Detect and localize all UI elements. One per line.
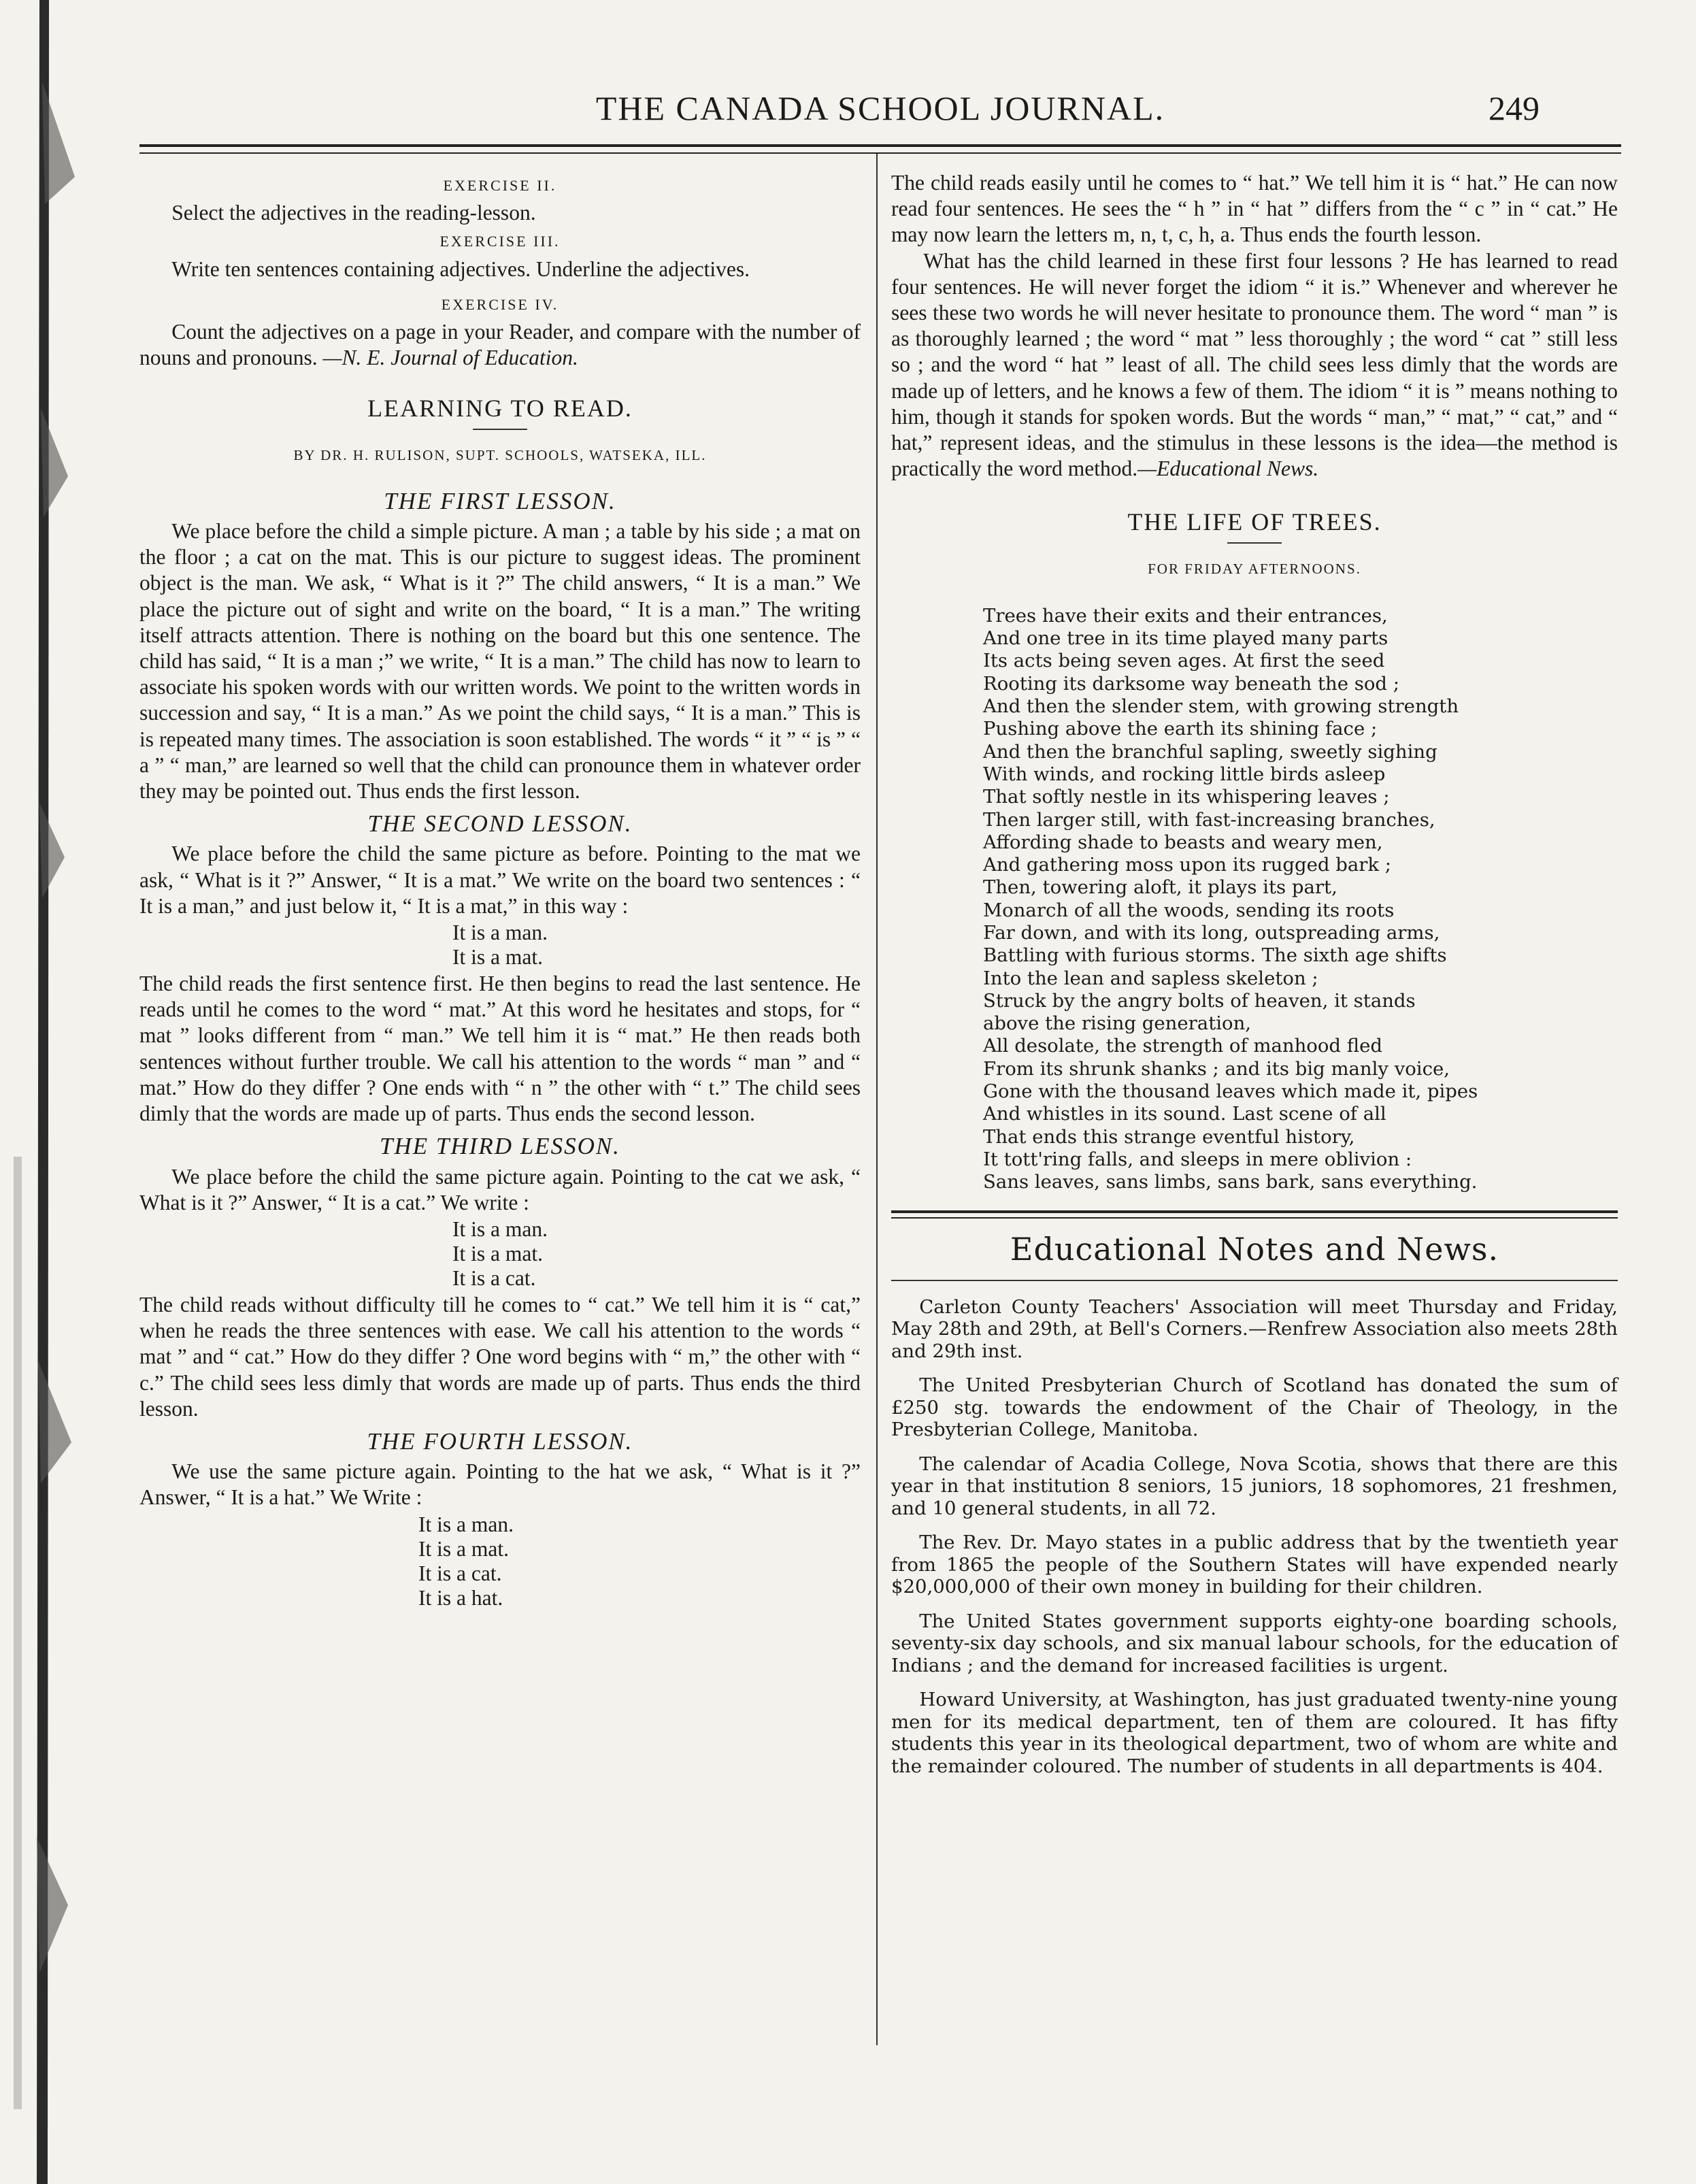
poem-line: And gathering moss upon its rugged bark ; xyxy=(983,854,1392,876)
board-sentence: It is a cat. xyxy=(452,1265,536,1290)
board-sentence: It is a mat. xyxy=(452,1241,543,1265)
poem-line: Battling with furious storms. The sixth age shifts xyxy=(983,944,1447,967)
news-heading: Educational Notes and News. xyxy=(1010,1230,1499,1268)
running-header xyxy=(139,88,1621,143)
exercise-text: Write ten sentences containing adjectives. Underline the adjectives. xyxy=(171,257,750,281)
lesson-heading: THE SECOND LESSON. xyxy=(367,810,633,838)
poem-title: THE LIFE OF TREES. xyxy=(1127,508,1382,536)
lesson-paragraph: The child reads the first sentence first. He then begins to read the last sentence. He reads until he comes to the word “ mat.” At this word he hesitates and stops, for “ mat ” looks different from “ man.” We tell him it is “ mat.” He then reads both sentences without further trouble. We call his attention to the words “ man ” and “ mat.” How do they differ ? One ends with “ n ” the other with “ t.” The child sees dimly that the words are made up of parts. Thus ends the second lesson. xyxy=(139,972,861,1126)
poem-line: It tott'ring falls, and sleeps in mere oblivion : xyxy=(983,1148,1412,1170)
lesson-paragraph: The child reads without difficulty till he comes to “ cat.” We tell him it is “ cat,” when he reads the three sentences with ease. We call his attention to the words “ mat ” and “ cat.” How do they differ ? One word begins with “ m,” the other with “ c.” The child sees less dimly that words are made up of parts. Thus ends the third lesson. xyxy=(139,1292,861,1421)
scan-binding-edge xyxy=(0,0,102,2184)
board-sentence: It is a hat. xyxy=(418,1585,503,1610)
news-heading-rule xyxy=(891,1280,1618,1281)
poem-line: And one tree in its time played many parts xyxy=(983,627,1389,650)
title-rule xyxy=(1227,542,1282,544)
poem-line: With winds, and rocking little birds asleep xyxy=(983,763,1386,785)
poem-subtitle: FOR FRIDAY AFTERNOONS. xyxy=(1148,560,1361,577)
column-separator xyxy=(876,154,878,2045)
board-sentences xyxy=(139,921,861,970)
board-sentence: It is a man. xyxy=(452,1217,548,1241)
poem-line: And then the slender stem, with growing strength xyxy=(983,695,1459,718)
poem-body xyxy=(891,605,1618,1194)
board-sentence: It is a mat. xyxy=(452,945,543,970)
news-item: The United States government supports eighty-one boarding schools, seventy-six day schools, and six manual labour schools, for the education of Indians ; and the demand for increased facilities is urgent. xyxy=(891,1610,1618,1676)
header-rule-thick xyxy=(139,144,1621,147)
board-sentence: It is a man. xyxy=(452,921,548,945)
board-sentences xyxy=(139,1512,861,1610)
lesson-paragraph: We place before the child the same picture as before. Pointing to the mat we ask, “ What is it ?” Answer, “ It is a mat.” We write on the board two sentences : “ It is a man,” and just below it, “ It is a mat,” in this way : xyxy=(139,842,861,918)
lesson-paragraph: The child reads easily until he comes to “ hat.” We tell him it is “ hat.” He can now read four sentences. He sees the “ h ” in “ hat ” differs from the “ c ” in “ cat.” He may now learn the letters m, n, t, c, h, a. Thus ends the fourth lesson. xyxy=(891,171,1618,247)
poem-line: Struck by the angry bolts of heaven, it stands xyxy=(983,989,1416,1012)
article-conclusion: What has the child learned in these first four lessons ? He has learned to read four sentences. He will never forget the idiom “ it is.” Whenever and wherever he sees these two words he will never hesitate to pronounce them. The word “ man ” is as thoroughly learned ; the word “ mat ” less thoroughly ; the word “ cat ” still less so ; and the word “ hat ” least of all. The child sees less dimly that the words are made up of letters, and he knows a few of them. The idiom “ it is ” means nothing to him, though it stands for spoken words. But the words “ man,” “ mat,” “ cat,” and “ hat,” represent ideas, and the stimulus in these lessons is the idea—the method is practically the word method.—Educational News. xyxy=(891,248,1618,481)
poem-line: Its acts being seven ages. At first the seed xyxy=(983,650,1385,672)
poem-line: Sans leaves, sans limbs, sans bark, sans everything. xyxy=(983,1171,1478,1193)
poem-line: From its shrunk shanks ; and its big manly voice, xyxy=(983,1057,1450,1080)
poem-line: Then larger still, with fast-increasing branches, xyxy=(983,808,1435,831)
left-column xyxy=(139,170,861,1612)
lesson-heading: THE FOURTH LESSON. xyxy=(367,1427,633,1455)
news-items xyxy=(891,1296,1618,1778)
exercise-text: Count the adjectives on a page in your Reader, and compare with the number of nouns and pronouns. —N. E. Journal of Education. xyxy=(139,320,861,370)
poem-line: Rooting its darksome way beneath the sod ; xyxy=(983,672,1400,695)
lesson-heading: THE FIRST LESSON. xyxy=(384,487,616,514)
exercise-source: —N. E. Journal of Education. xyxy=(322,346,578,370)
journal-title: THE CANADA SCHOOL JOURNAL. xyxy=(595,89,1165,127)
poem-line: above the rising generation, xyxy=(983,1012,1252,1035)
board-sentences xyxy=(139,1217,861,1291)
header-rule-thin xyxy=(139,152,1621,154)
title-rule xyxy=(473,429,527,430)
poem-line: Then, towering aloft, it plays its part, xyxy=(983,876,1337,899)
poem-line: And whistles in its sound. Last scene of all xyxy=(983,1103,1386,1125)
exercise-heading: EXERCISE IV. xyxy=(441,295,559,313)
news-item: Carleton County Teachers' Association will meet Thursday and Friday, May 28th and 29th, at Bell's Corners.—Renfrew Association also meets 28th and 29th inst. xyxy=(891,1295,1618,1362)
lesson-paragraph: We place before the child a simple picture. A man ; a table by his side ; a mat on the floor ; a cat on the mat. This is our picture to suggest ideas. The prominent object is the man. We ask, “ What is it ?” The child answers, “ It is a man.” We place the picture out of sight and write on the board, “ It is a man.” The writing itself attracts attention. There is nothing on the board but this one sentence. The child has said, “ It is a man ;” we write, “ It is a man.” The child has now to learn to associate his spoken words with our written words. We point to the written words in succession and say, “ It is a man.” As we point the child says, “ It is a man.” This is is repeated many times. The association is soon established. The words “ it ” “ is ” “ a ” “ man,” are learned so well that the child can pronounce them in whatever order they may be pointed out. Thus ends the first lesson. xyxy=(139,519,861,804)
news-item: The Rev. Dr. Mayo states in a public address that by the twentieth year from 1865 the people of the Southern States will have expended nearly $20,000,000 of their own money in building for their children. xyxy=(891,1532,1618,1598)
news-rule-thick xyxy=(891,1210,1618,1213)
board-sentence: It is a mat. xyxy=(418,1536,509,1561)
news-item: Howard University, at Washington, has just graduated twenty-nine young men for its medical department, ten of them are coloured. It has fifty students this year in its theological department, two of whom are white and the remainder coloured. The number of students in all departments is 404. xyxy=(891,1689,1618,1777)
poem-line: Affording shade to beasts and weary men, xyxy=(983,831,1383,853)
page-number: 249 xyxy=(1489,89,1540,127)
exercise-text: Select the adjectives in the reading-lesson. xyxy=(171,201,536,225)
poem-line: Gone with the thousand leaves which made it, pipes xyxy=(983,1080,1478,1103)
news-item: The United Presbyterian Church of Scotland has donated the sum of £250 stg. towards the endowment of the Chair of Theology, in the Presbyterian College, Manitoba. xyxy=(891,1374,1618,1441)
poem-line: Far down, and with its long, outspreading arms, xyxy=(983,922,1440,944)
poem-line: Into the lean and sapless skeleton ; xyxy=(983,967,1318,989)
news-rule-thin xyxy=(891,1217,1618,1219)
poem-line: Trees have their exits and their entrances, xyxy=(983,604,1388,627)
article-title: LEARNING TO READ. xyxy=(367,395,633,423)
board-sentence: It is a man. xyxy=(418,1512,514,1536)
poem-line: That softly nestle in its whispering leaves ; xyxy=(983,786,1390,808)
article-byline: BY DR. H. RULISON, SUPT. SCHOOLS, WATSEKA, ILL. xyxy=(293,446,707,463)
lesson-paragraph: We use the same picture again. Pointing to the hat we ask, “ What is it ?” Answer, “ It is a hat.” We Write : xyxy=(139,1459,861,1510)
conclusion-source: —Educational News. xyxy=(1137,457,1319,481)
lesson-heading: THE THIRD LESSON. xyxy=(380,1133,620,1160)
lesson-paragraph: We place before the child the same picture again. Pointing to the cat we ask, “ What is it ?” Answer, “ It is a cat.” We write : xyxy=(139,1164,861,1214)
poem-line: And then the branchful sapling, sweetly sighing xyxy=(983,740,1437,763)
poem-line: That ends this strange eventful history, xyxy=(983,1125,1355,1148)
exercise-heading: EXERCISE II. xyxy=(443,177,557,194)
news-item: The calendar of Acadia College, Nova Scotia, shows that there are this year in that institution 8 seniors, 15 juniors, 18 sophomores, 21 freshmen, and 10 general students, in all 72. xyxy=(891,1453,1618,1519)
poem-line: Monarch of all the woods, sending its roots xyxy=(983,899,1395,921)
board-sentence: It is a cat. xyxy=(418,1561,502,1585)
poem-line: Pushing above the earth its shining face ; xyxy=(983,718,1378,740)
exercise-heading: EXERCISE III. xyxy=(439,233,561,250)
poem-line: All desolate, the strength of manhood fled xyxy=(983,1035,1382,1057)
right-column xyxy=(891,170,1618,1789)
